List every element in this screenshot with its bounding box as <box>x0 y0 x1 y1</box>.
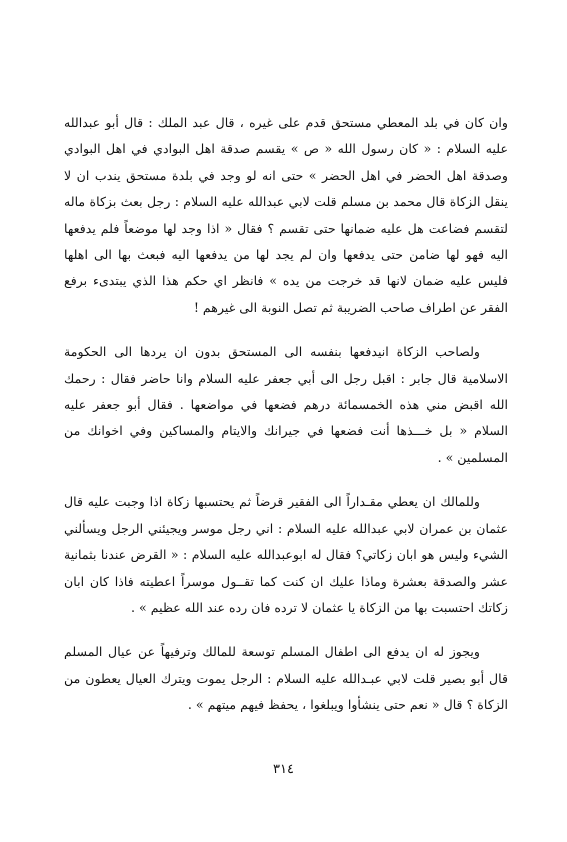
paragraph-3: وللمالك ان يعطي مقـداراً الى الفقير قرضاً ثم يحتسبها زكاة اذا وجبت عليه قال عثمان بن عمران لابي عبدالله عليه السلام : اني رجل موسر ويجيئني الرجل ويسألني الشيء وليس هو ابان زكاتي؟ فقال له ابوعبدالله عليه السلام : « القرض عندنا بثمانية عشر والصدقة بعشرة وماذا عليك ان كنت كما تقــول موسراً اعطيته فاذا كان ابان زكاتك احتسبت بها من الزكاة يا عثمان لا ترده فان رده عند الله عظيم » . <box>64 494 508 615</box>
paragraph-1: وان كان في بلد المعطي مستحق قدم على غيره ، قال عبد الملك : قال أبو عبدالله عليه السلام : « كان رسول الله « ص » يقسم صدقة اهل البوادي في اهل البوادي وصدقة اهل الحضر في اهل الحضر » حتى انه لو وجد في بلدة مستحق يندب ان لا ينقل الزكاة قال محمد بن مسلم قلت لابي عبدالله عليه السلام : رجل بعث بزكاة ماله لتقسم فضاعت هل عليه ضمانها حتى تقسم ؟ فقال « اذا وجد لها موضعاً فلم يدفعها اليه فهو لها ضامن حتى يدفعها وان لم يجد لها من يدفعها اليه فبعث بها الى اهلها فليس عليه ضمان لانها قد خرجت من يده » فانظر اي حكم هذا الذي يبتدىء برفع الفقر عن اطراف صاحب الضريبة ثم تصل النوبة الى غيرهم ! <box>64 115 508 315</box>
page-body <box>64 110 508 719</box>
page-number: ٣١٤ <box>273 762 294 777</box>
paragraph-2: ولصاحب الزكاة انيدفعها بنفسه الى المستحق بدون ان يردها الى الحكومة الاسلامية قال جابر : اقبل رجل الى أبي جعفر عليه السلام وانا حاضر فقال : رحمك الله اقبض مني هذه الخمسمائة درهم فضعها في مواضعها . فقال أبو جعفر عليه السلام « بل خـــذها أنت فضعها في جيرانك والايتام والمساكين وفي اخوانك من المسلمين » . <box>64 344 508 465</box>
paragraph-4: ويجوز له ان يدفع الى اطفال المسلم توسعة للمالك وترفيهاً عن عيال المسلم قال أبو بصير قلت لابي عبـدالله عليه السلام : الرجل يموت ويترك العيال يعطون من الزكاة ؟ قال « نعم حتى ينشأوا ويبلغوا ، يحفظ فيهم ميتهم » . <box>64 644 508 713</box>
